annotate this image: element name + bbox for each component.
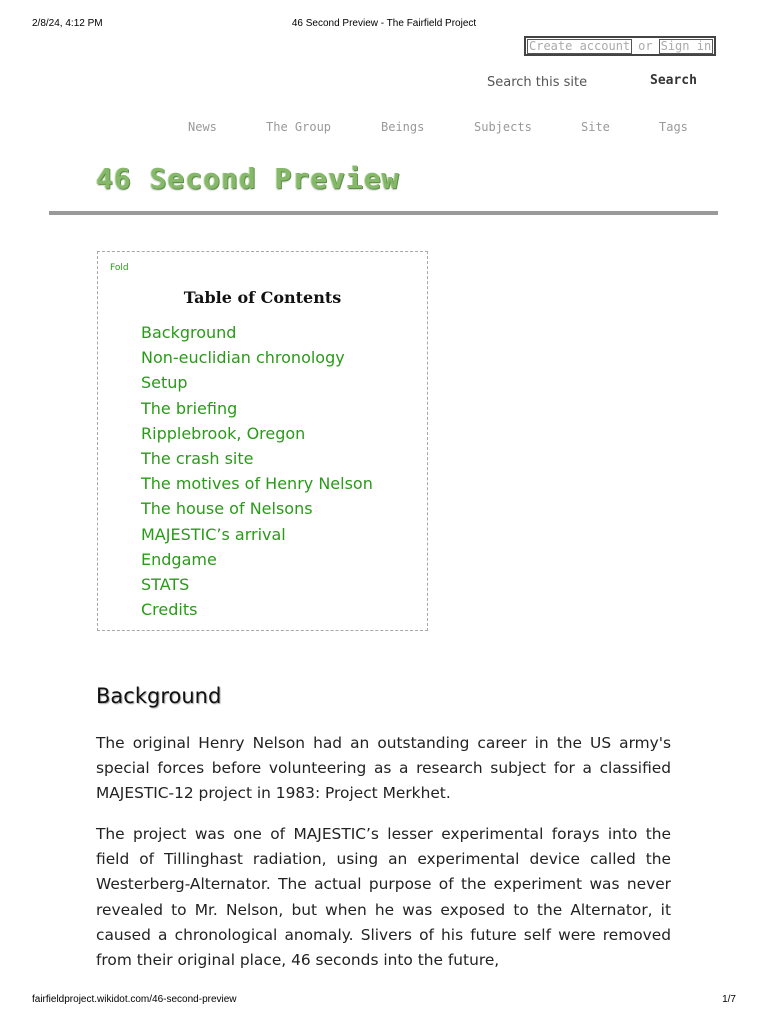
nav-item-beings[interactable]: Beings [381, 120, 425, 134]
toc-link-stats[interactable]: STATS [141, 574, 190, 594]
print-page-number: 1/7 [722, 994, 736, 1005]
account-links [524, 36, 716, 56]
section-heading-background: Background [96, 684, 222, 708]
toc-link-credits[interactable]: Credits [141, 600, 198, 620]
body-paragraph: The original Henry Nelson had an outstanding career in the US army's special forces before volunteering as a research subject for a classified MAJESTIC-12 project in 1983: Project Merkhet. [96, 734, 671, 803]
search-button[interactable]: Search [650, 73, 697, 88]
toc-link-ripplebrook-oregon[interactable]: Ripplebrook, Oregon [141, 423, 306, 443]
toc-link-background[interactable]: Background [141, 323, 237, 342]
toc-link-setup[interactable]: Setup [141, 373, 188, 393]
site-title[interactable]: 46 Second Preview [96, 162, 400, 195]
toc-link-the-crash-site[interactable]: The crash site [141, 448, 254, 468]
toc-link-motives-of-henry-nelson[interactable]: The motives of Henry Nelson [141, 474, 373, 494]
create-account-link[interactable]: Create account [529, 38, 631, 53]
toc-link-endgame[interactable]: Endgame [141, 549, 217, 569]
sign-in-link[interactable]: Sign in [660, 38, 712, 53]
table-of-contents [97, 251, 428, 631]
print-header [0, 18, 768, 32]
print-date: 2/8/24, 4:12 PM [32, 18, 103, 29]
top-nav [0, 120, 768, 136]
toc-link-non-euclidian-chronology[interactable]: Non-euclidian chronology [141, 348, 345, 368]
nav-item-subjects[interactable]: Subjects [474, 120, 532, 134]
toc-heading: Table of Contents [183, 288, 342, 307]
print-url: fairfieldproject.wikidot.com/46-second-preview [32, 994, 237, 1005]
nav-item-site[interactable]: Site [581, 120, 610, 134]
nav-item-news[interactable]: News [188, 120, 217, 134]
nav-item-tags[interactable]: Tags [659, 120, 688, 134]
print-page-title: 46 Second Preview - The Fairfield Project [291, 18, 477, 29]
toc-link-majestic-arrival[interactable]: MAJESTIC’s arrival [141, 524, 286, 544]
toc-link-house-of-nelsons[interactable]: The house of Nelsons [141, 499, 313, 519]
print-footer [0, 994, 768, 1008]
title-divider [49, 211, 718, 215]
nav-item-the-group[interactable]: The Group [266, 120, 332, 134]
toc-link-the-briefing[interactable]: The briefing [141, 398, 238, 418]
toc-fold-toggle[interactable]: Fold [110, 263, 129, 273]
search-input[interactable] [487, 72, 627, 92]
toc-list [141, 320, 373, 622]
body-paragraph: The project was one of MAJESTIC’s lesser experimental forays into the field of Tillinghast radiation, using an experimental device called the Westerberg-Alternator. The actual purpose of the experiment was never revealed to Mr. Nelson, but when he was exposed to the Alternator, it caused a chronological anomaly. Slivers of his future self were removed from their original place, 46 seconds into the future, [96, 825, 671, 970]
account-or-text: or [638, 39, 653, 53]
